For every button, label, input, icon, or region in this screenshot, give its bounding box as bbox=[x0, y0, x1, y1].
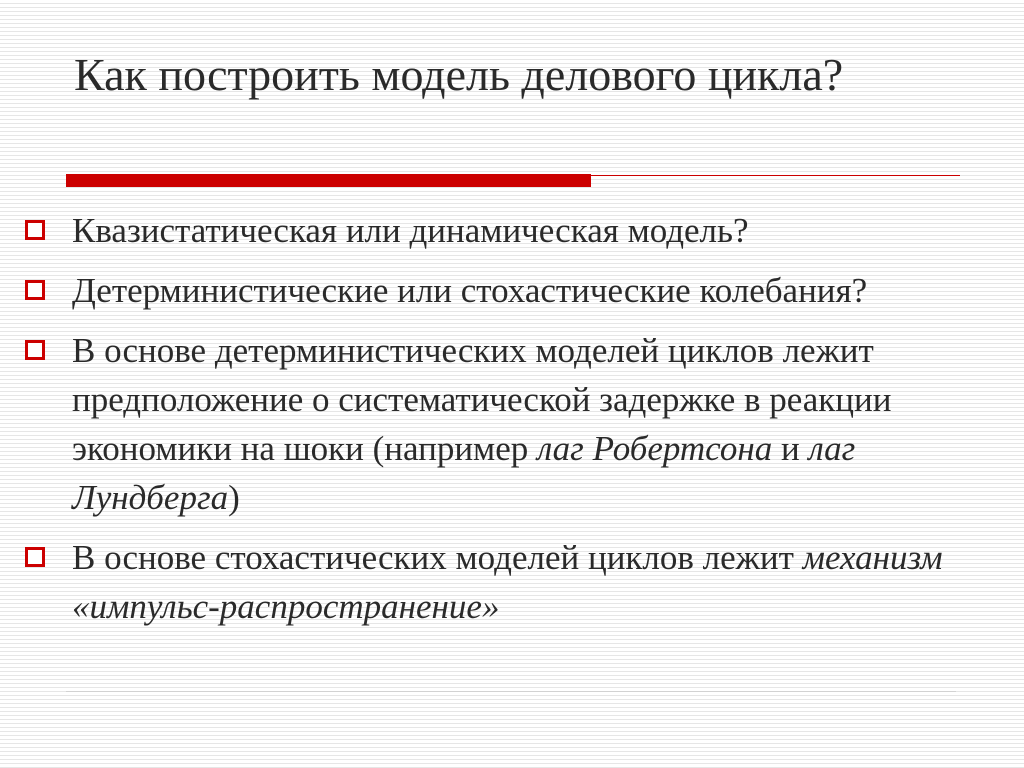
hollow-square-icon bbox=[25, 547, 45, 567]
bullet-list bbox=[0, 206, 1024, 642]
hollow-square-icon bbox=[25, 220, 45, 240]
bullet-emphasis: механизм «импульс-распространение» bbox=[72, 538, 943, 626]
bullet-item-1 bbox=[0, 206, 1024, 255]
bullet-text: Детерминистические или стохастические колебания? bbox=[72, 271, 868, 310]
bullet-emphasis: лаг Лундберга bbox=[72, 429, 856, 517]
bullet-text: В основе детерминистических моделей циклов лежит предположение о систематической задержке в реакции экономики на шоки (например bbox=[72, 331, 892, 468]
bottom-divider bbox=[66, 691, 956, 692]
bullet-text: Квазистатическая или динамическая модель? bbox=[72, 211, 749, 250]
bullet-text: В основе стохастических моделей циклов лежит bbox=[72, 538, 803, 577]
bullet-emphasis: лаг Робертсона bbox=[536, 429, 773, 468]
bullet-text-connector: и bbox=[772, 429, 809, 468]
hollow-square-icon bbox=[25, 340, 45, 360]
bullet-item-3 bbox=[0, 326, 1024, 522]
title-underline-thin bbox=[590, 175, 960, 176]
bullet-item-4 bbox=[0, 533, 1024, 631]
bullet-item-2 bbox=[0, 266, 1024, 315]
bullet-text-closing: ) bbox=[228, 478, 240, 517]
slide-title: Как построить модель делового цикла? bbox=[74, 49, 844, 100]
hollow-square-icon bbox=[25, 280, 45, 300]
title-underline-accent bbox=[66, 174, 591, 187]
